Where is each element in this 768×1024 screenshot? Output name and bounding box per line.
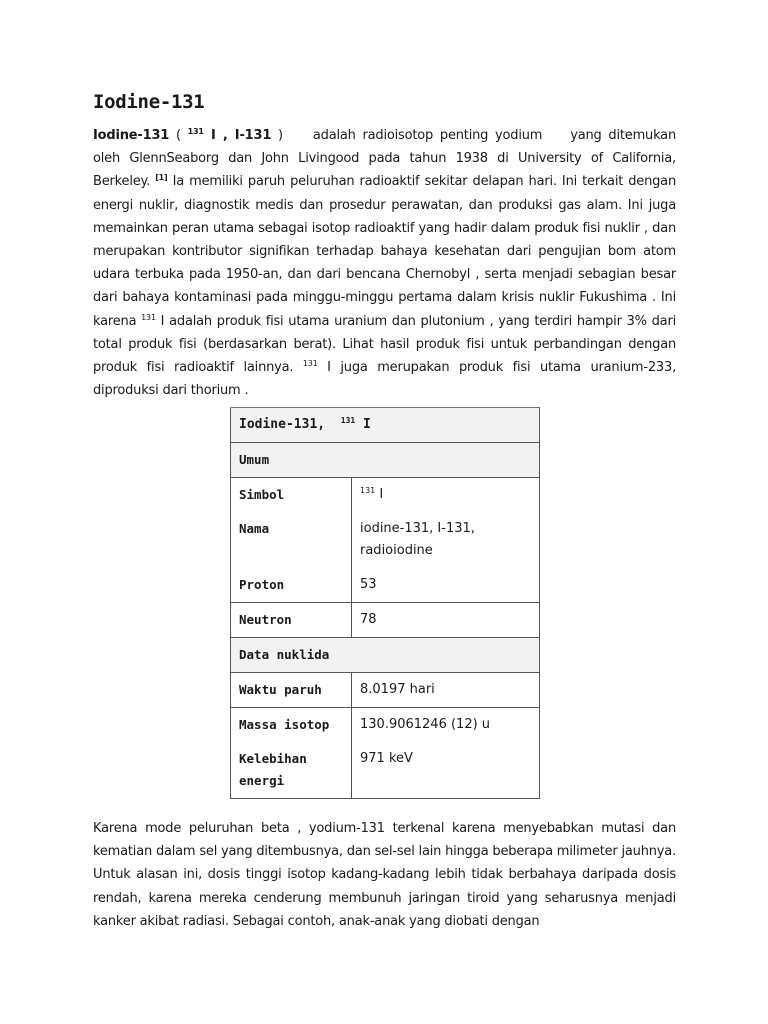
- intro-paragraph: [93, 124, 676, 402]
- mass-label: Massa isotop: [231, 708, 352, 743]
- paren-close: ): [271, 128, 283, 143]
- excess-value: 971 keV: [352, 742, 540, 799]
- page-title: Iodine-131: [93, 91, 205, 113]
- infobox-row-name: [231, 512, 540, 568]
- intro-text-1: adalah radioisotop penting yodium: [312, 128, 543, 143]
- infobox-title-sup: 131: [340, 416, 356, 425]
- infobox-section-row: [231, 638, 540, 673]
- mass-value: 130.9061246 (12) u: [352, 708, 540, 743]
- symbol-text: I , I-131: [203, 128, 272, 143]
- infobox-title-row: [231, 408, 540, 443]
- lead-term: Iodine-131: [93, 128, 170, 143]
- mass-number-sup: 131: [187, 127, 204, 136]
- proton-label: Proton: [231, 568, 352, 603]
- infobox-row-neutron: [231, 603, 540, 638]
- infobox-section-row: [231, 443, 540, 478]
- infobox-row-excess: [231, 742, 540, 799]
- excess-label: Kelebihan energi: [231, 742, 352, 799]
- intro-text-3: Ia memiliki paruh peluruhan radioaktif sekitar delapan hari. Ini terkait dengan energi nuklir, diagnostik medis dan prosedur perawatan, dan produksi gas alam. Ini juga memainkan peran utama sebagai isotop radioaktif yang hadir dalam produk fisi nuklir , dan merupakan kontributor signifikan terhadap bahaya kesehatan dari pengujian bom atom udara terbuka pada 1950-an, dan dari bencana Chernobyl , serta menjadi sebagian besar dari bahaya kontaminasi pada minggu-minggu pertama dalam krisis nuklir Fukushima . Ini karena: [93, 174, 676, 329]
- intro-text-4: I adalah produk fisi utama uranium dan plutonium , yang terdiri hampir 3% dari total produk fisi (berdasarkan berat). Lihat hasil produk fisi untuk perbandingan dengan produk fisi radioaktif lainnya.: [93, 313, 676, 376]
- body-paragraph: Karena mode peluruhan beta , yodium-131 terkenal karena menyebabkan mutasi dan kematian dalam sel yang ditembusnya, dan sel-sel lain hingga beberapa milimeter jauhnya. Untuk alasan ini, dosis tinggi isotop kadang-kadang lebih tidak berbahaya daripada dosis rendah, karena mereka cenderung membunuh jaringan tiroid yang seharusnya menjadi kanker akibat radiasi. Sebagai contoh, anak-anak yang diobati dengan: [93, 821, 676, 929]
- infobox-row-symbol: [231, 478, 540, 513]
- halflife-label: Waktu paruh: [231, 673, 352, 708]
- halflife-value: 8.0197 hari: [352, 673, 540, 708]
- infobox-table: [230, 407, 540, 799]
- name-label: Nama: [231, 512, 352, 568]
- reference-marker: [1]: [155, 173, 168, 183]
- document-page: [93, 88, 676, 929]
- neutron-value: 78: [352, 603, 540, 638]
- mass-number-sup: 131: [141, 312, 156, 322]
- infobox-section-general: Umum: [231, 443, 540, 478]
- symbol-value: [352, 478, 540, 513]
- infobox-section-nuclide: Data nuklida: [231, 638, 540, 673]
- infobox-row-mass: [231, 708, 540, 743]
- infobox-title-suffix: I: [355, 417, 371, 432]
- mass-number-sup: 131: [302, 359, 318, 369]
- name-value: iodine-131, I-131, radioiodine: [352, 512, 540, 568]
- infobox-row-halflife: [231, 673, 540, 708]
- proton-value: 53: [352, 568, 540, 603]
- infobox-title: [231, 408, 540, 443]
- infobox-row-proton: [231, 568, 540, 603]
- symbol-sup: 131: [360, 486, 376, 495]
- symbol-label: Simbol: [231, 478, 352, 513]
- paren-open: (: [169, 128, 188, 143]
- infobox-title-text: Iodine-131,: [239, 417, 326, 432]
- intro-text-5: I juga merupakan produk fisi utama uranium-233, diproduksi dari thorium .: [93, 360, 676, 399]
- neutron-label: Neutron: [231, 603, 352, 638]
- intro-text-2: yang ditemukan oleh GlennSeaborg dan John Livingood pada tahun 1938 di University of California, Berkeley.: [93, 128, 676, 190]
- symbol-value-text: I: [375, 487, 384, 502]
